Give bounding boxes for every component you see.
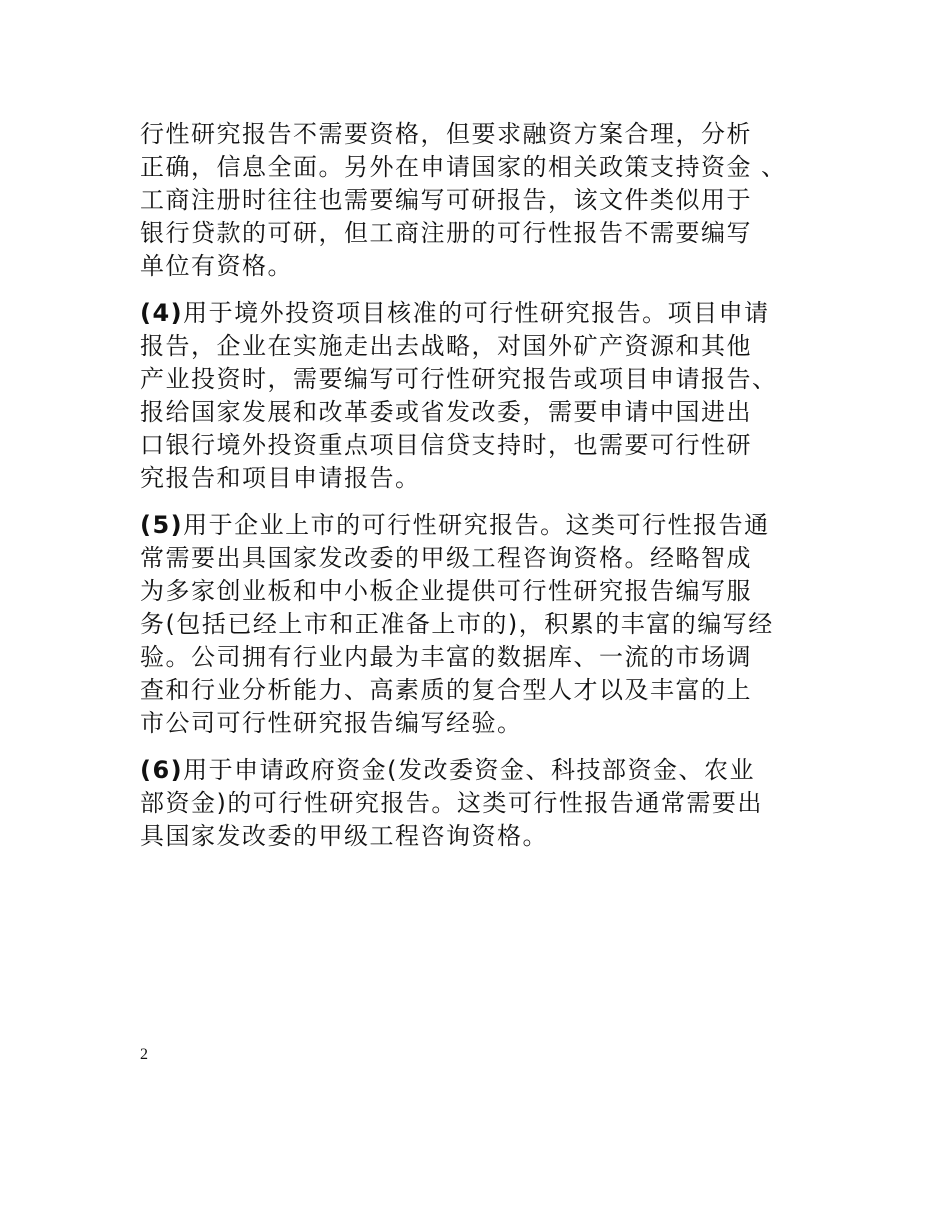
text-line: 口银行境外投资重点项目信贷支持时，也需要可行性研 — [140, 431, 752, 459]
page-number: 2 — [140, 1046, 148, 1063]
text-line — [140, 297, 820, 330]
text-line: 常需要出具国家发改委的甲级工程咨询资格。经略智成 — [140, 544, 752, 572]
text-line: 银行贷款的可研，但工商注册的可行性报告不需要编写 — [140, 219, 752, 247]
text-line — [140, 509, 820, 542]
text-line: 正确，信息全面。另外在申请国家的相关政策支持资金 、 — [140, 153, 787, 181]
text-segment: 用于申请政府资金(发改委资金、科技部资金、农业 — [183, 756, 756, 784]
text-line — [140, 754, 820, 787]
text-segment: 用于企业上市的可行性研究报告。这类可行性报告通 — [183, 511, 770, 539]
paragraph-item-5 — [140, 509, 820, 740]
paragraph-item-6 — [140, 754, 820, 853]
text-line: 行性研究报告不需要资格，但要求融资方案合理，分析 — [140, 120, 752, 148]
item-marker: (6) — [140, 756, 184, 784]
text-line: 为多家创业板和中小板企业提供可行性研究报告编写服 — [140, 577, 752, 605]
text-line: 市公司可行性研究报告编写经验。 — [140, 709, 523, 737]
item-marker: (4) — [140, 299, 184, 327]
paragraph-item-4 — [140, 297, 820, 495]
text-line: 查和行业分析能力、高素质的复合型人才以及丰富的上 — [140, 676, 752, 704]
text-line: 单位有资格。 — [140, 252, 293, 280]
document-body — [140, 118, 820, 867]
paragraph-continuation — [140, 118, 820, 283]
text-segment: 用于境外投资项目核准的可行性研究报告。项目申请 — [183, 299, 770, 327]
text-line: 具国家发改委的甲级工程咨询资格。 — [140, 822, 548, 850]
text-line: 部资金)的可行性研究报告。这类可行性报告通常需要出 — [140, 789, 763, 817]
text-line: 报告，企业在实施走出去战略，对国外矿产资源和其他 — [140, 332, 752, 360]
text-line: 工商注册时往往也需要编写可研报告，该文件类似用于 — [140, 186, 752, 214]
text-line: 务(包括已经上市和正准备上市的)，积累的丰富的编写经 — [140, 610, 774, 638]
item-marker: (5) — [140, 511, 184, 539]
text-line: 究报告和项目申请报告。 — [140, 464, 421, 492]
text-line: 报给国家发展和改革委或省发改委，需要申请中国进出 — [140, 398, 752, 426]
text-line: 产业投资时，需要编写可行性研究报告或项目申请报告、 — [140, 365, 778, 393]
text-line: 验。公司拥有行业内最为丰富的数据库、一流的市场调 — [140, 643, 752, 671]
